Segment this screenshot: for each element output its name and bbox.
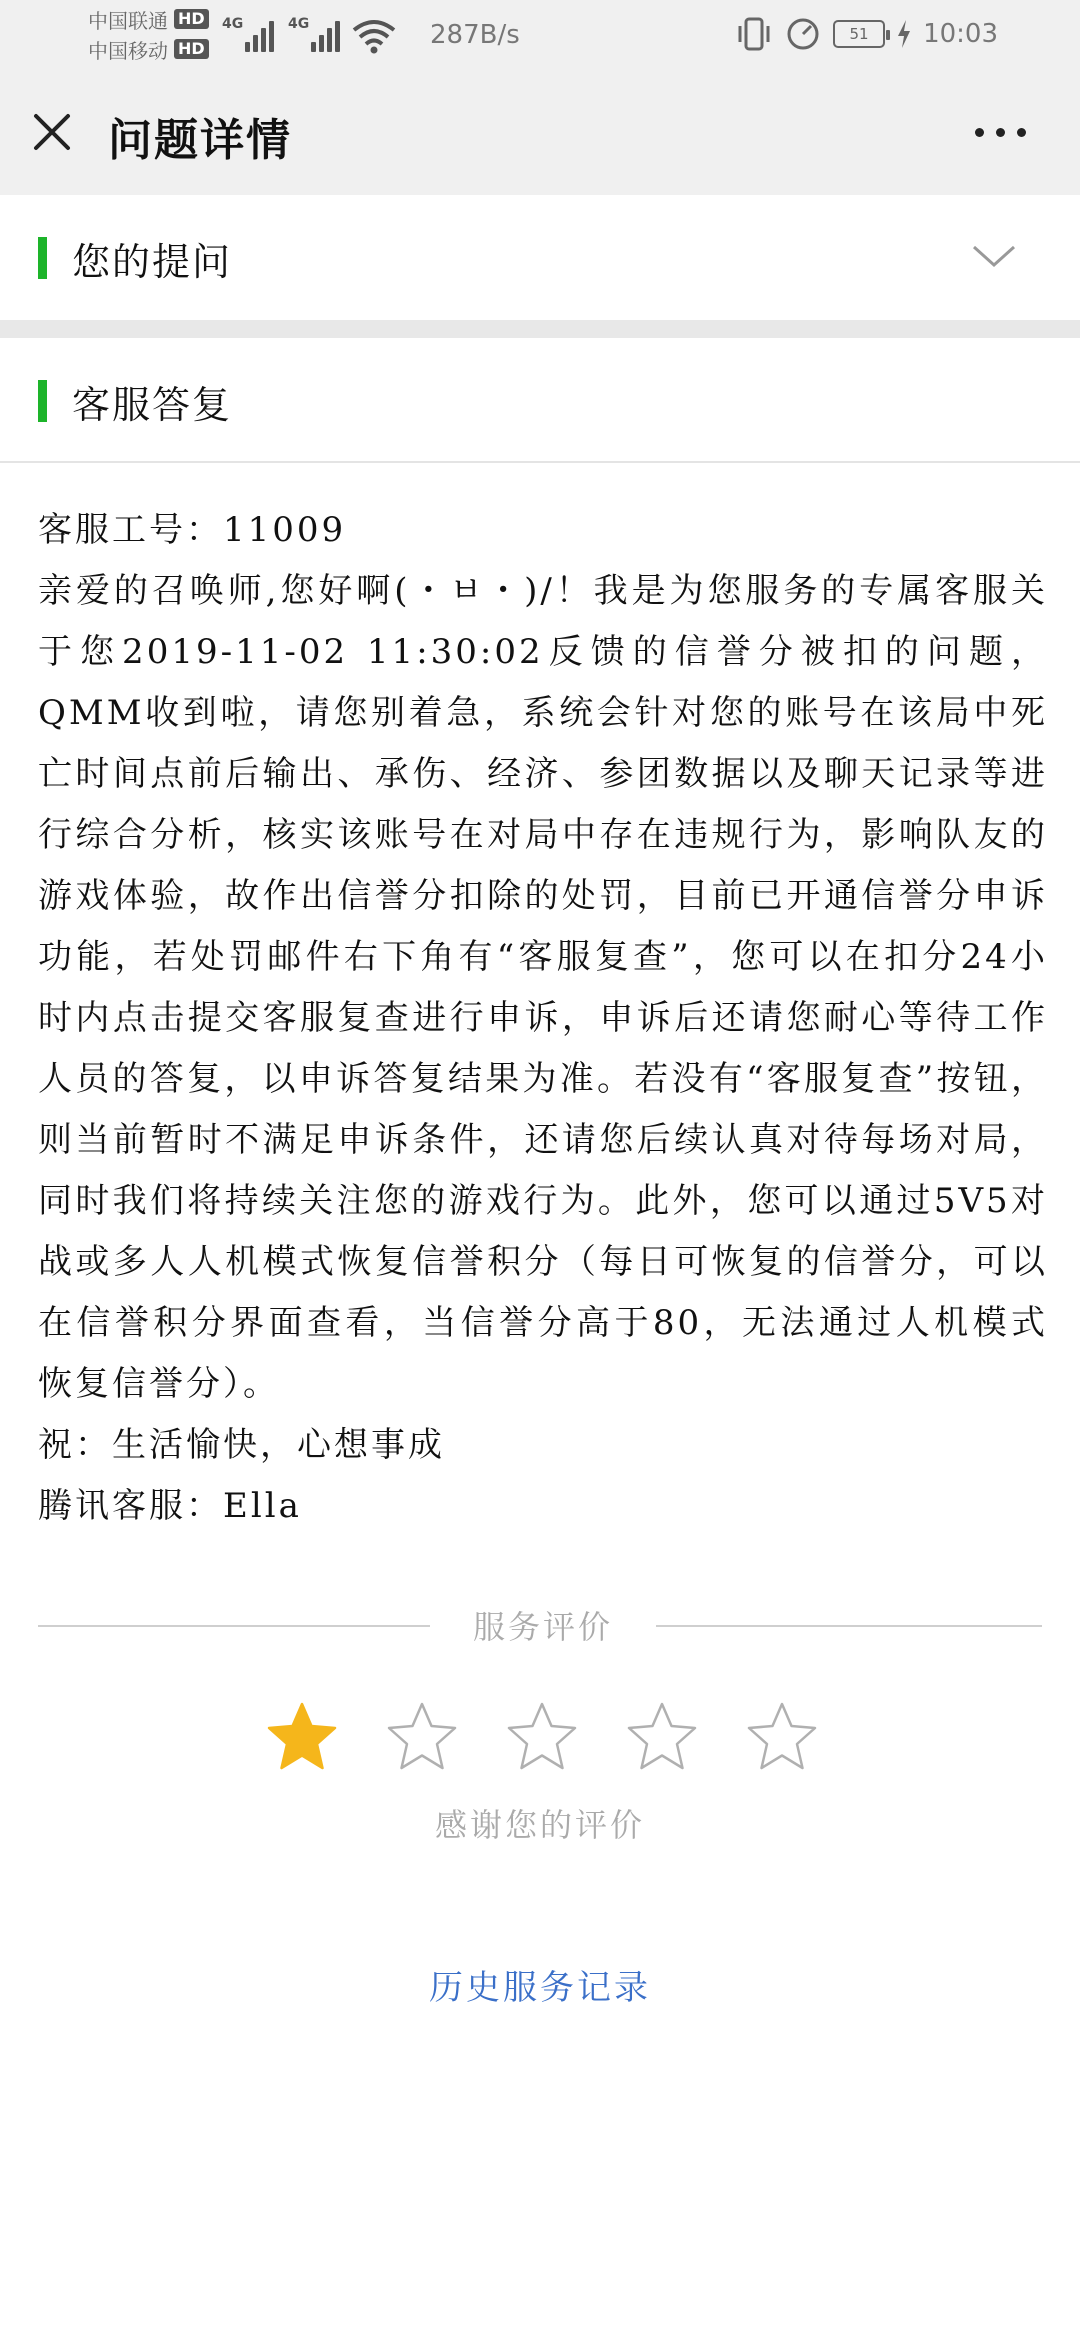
reply-wish: 祝：生活愉快，心想事成 <box>38 1425 445 1465</box>
star-icon[interactable] <box>625 1700 699 1774</box>
star-icon[interactable] <box>745 1700 819 1774</box>
agent-id: 客服工号：11009 <box>38 510 347 550</box>
carrier-2: 中国移动 <box>88 38 168 63</box>
vibrate-icon <box>735 16 773 52</box>
network-speed: 287B/s <box>430 20 520 50</box>
rating-thanks: 感谢您的评价 <box>434 1806 645 1844</box>
star-icon[interactable] <box>265 1700 339 1774</box>
reply-body: 亲爱的召唤师,您好啊(・ㅂ・)/！我是为您服务的专属客服关于您2019-11-02 11:30:02反馈的信誉分被扣的问题，QMM收到啦，请您别着急，系统会针对您的账号在该局中死亡时间点前后输出、承伤、经济、参团数据以及聊天记录等进行综合分析，核实该账号在对局中存在违规行为，影响队友的游戏体验，故作出信誉分扣除的处罚，目前已开通信誉分申诉功能，若处罚邮件右下角有“客服复查”，您可以在扣分24小时内点击提交客服复查进行申诉，申诉后还请您耐心等待工作人员的答复，以申诉答复结果为准。若没有“客服复查”按钮，则当前暂时不满足申诉条件，还请您后续认真对待每场对局，同时我们将持续关注您的游戏行为。此外，您可以通过5V5对战或多人人机模式恢复信誉积分（每日可恢复的信誉分，可以在信誉积分界面查看，当信誉分高于80，无法通过人机模式恢复信誉分）。 <box>38 571 1048 1404</box>
close-icon[interactable] <box>28 108 76 156</box>
reply-content <box>38 500 1048 1537</box>
rating-stars[interactable] <box>265 1700 825 1780</box>
battery-level: 51 <box>849 25 869 43</box>
reply-signature: 腾讯客服：Ella <box>38 1486 302 1526</box>
rating-label: 服务评价 <box>472 1608 613 1646</box>
battery-icon <box>833 20 885 48</box>
status-bar <box>0 0 1080 70</box>
question-section[interactable] <box>0 195 1080 320</box>
signal-icon-1: 4G <box>222 16 277 52</box>
answer-label: 客服答复 <box>72 383 233 427</box>
history-link[interactable]: 历史服务记录 <box>429 1968 651 2008</box>
star-icon[interactable] <box>505 1700 579 1774</box>
carrier-info <box>88 4 228 64</box>
data-saver-icon <box>785 16 821 52</box>
title-bar <box>0 70 1080 195</box>
section-accent-bar <box>38 237 47 279</box>
star-icon[interactable] <box>385 1700 459 1774</box>
page-title: 问题详情 <box>108 115 292 166</box>
hd-badge-2: HD <box>174 39 209 59</box>
question-label: 您的提问 <box>72 240 233 284</box>
answer-section <box>0 338 1080 463</box>
clock: 10:03 <box>923 19 998 49</box>
hd-badge-1: HD <box>174 9 209 29</box>
section-accent-bar <box>38 380 47 422</box>
carrier-1: 中国联通 <box>88 8 168 33</box>
rating-divider <box>38 1600 1042 1660</box>
section-divider <box>0 320 1080 338</box>
chevron-down-icon[interactable] <box>970 241 1018 271</box>
more-icon[interactable] <box>975 120 1035 144</box>
signal-icon-2: 4G <box>288 16 343 52</box>
charging-icon <box>897 20 911 48</box>
wifi-icon <box>352 18 396 54</box>
